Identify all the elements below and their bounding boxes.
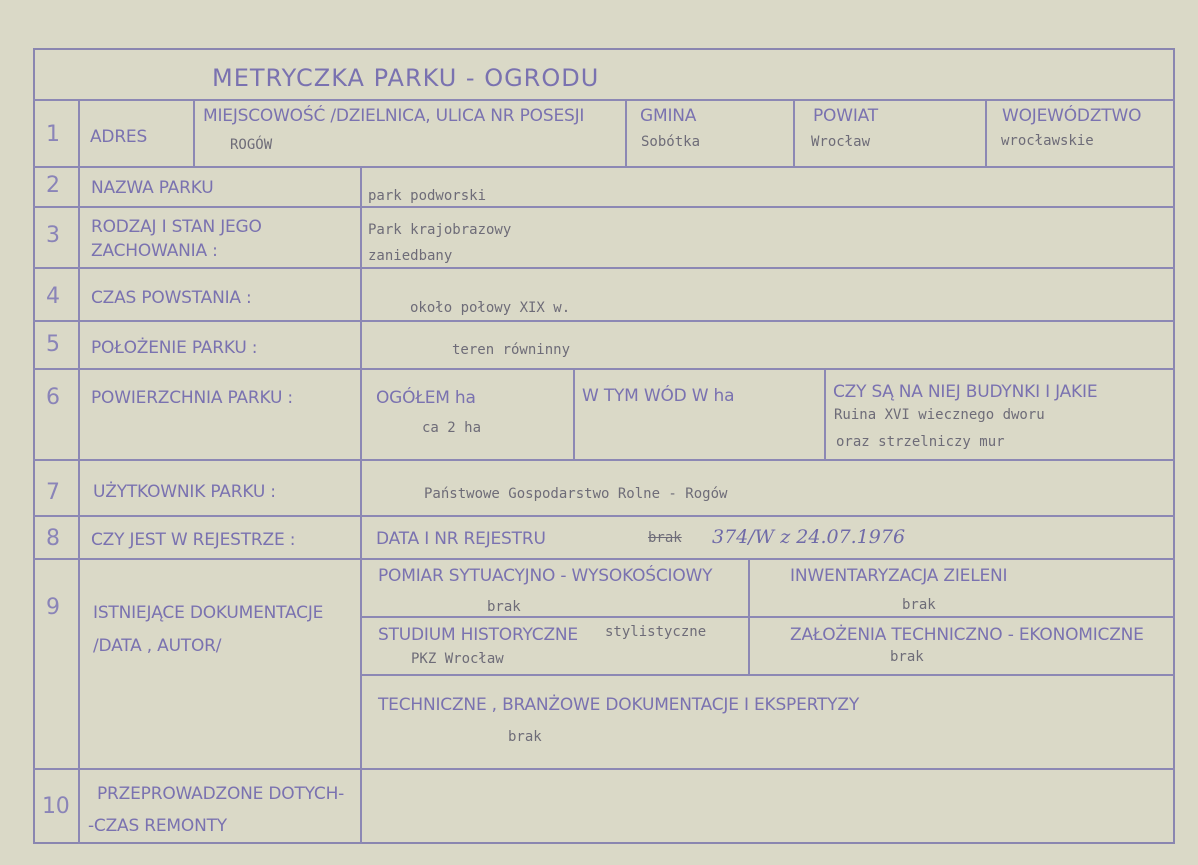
rule [33, 768, 1175, 770]
area-label: POWIERZCHNIA PARKU : [91, 388, 293, 408]
row-number-3: 3 [46, 223, 60, 248]
rule [33, 206, 1175, 208]
rule [625, 99, 627, 166]
buildings-value-line1: Ruina XVI wiecznego dworu [834, 407, 1045, 423]
rule [362, 674, 1175, 676]
rule [985, 99, 987, 166]
row-number-8: 8 [46, 526, 60, 551]
water-area-header: W TYM WÓD W ha [582, 386, 735, 406]
powiat-header: POWIAT [813, 106, 878, 126]
row-number-10: 10 [42, 794, 70, 819]
rule [33, 99, 1175, 101]
gmina-header: GMINA [640, 106, 697, 126]
rule [33, 166, 1175, 168]
area-total-value: ca 2 ha [422, 420, 482, 436]
tech-econ-value: brak [890, 649, 924, 665]
register-header: DATA I NR REJESTRU [376, 529, 546, 549]
row-number-6: 6 [46, 385, 60, 410]
rule [793, 99, 795, 166]
type-value-line2: zaniedbany [368, 248, 453, 264]
tech-econ-header: ZAŁOŻENIA TECHNICZNO - EKONOMICZNE [790, 625, 1144, 645]
rule [33, 267, 1175, 269]
park-name-label: NAZWA PARKU [91, 178, 214, 198]
area-total-header: OGÓŁEM ha [376, 388, 476, 408]
powiat-value: Wrocław [811, 134, 871, 150]
repairs-label-line2: -CZAS REMONTY [88, 816, 227, 836]
gmina-value: Sobótka [641, 134, 701, 150]
owner-value: Państwowe Gospodarstwo Rolne - Rogów [424, 486, 728, 502]
row-number-7: 7 [46, 480, 60, 505]
rule [362, 616, 1175, 618]
history-value: PKZ Wrocław [411, 651, 504, 667]
greenery-header: INWENTARYZACJA ZIELENI [790, 566, 1008, 586]
row-number-9: 9 [46, 595, 60, 620]
origin-value: około połowy XIX w. [410, 300, 571, 316]
rule [824, 368, 826, 459]
owner-label: UŻYTKOWNIK PARKU : [93, 482, 276, 502]
technical-docs-header: TECHNICZNE , BRANŻOWE DOKUMENTACJE I EKSPERTYZY [378, 695, 860, 715]
docs-label-line1: ISTNIEJĄCE DOKUMENTACJE [93, 603, 324, 623]
rule [748, 558, 750, 674]
row-number-5: 5 [46, 332, 60, 357]
row-number-2: 2 [46, 173, 60, 198]
greenery-value: brak [902, 597, 936, 613]
register-label: CZY JEST W REJESTRZE : [91, 530, 296, 550]
form-title: METRYCZKA PARKU - OGRODU [212, 64, 600, 92]
register-handwritten-value: 374/W z 24.07.1976 [712, 526, 906, 548]
wojewodztwo-header: WOJEWÓDZTWO [1002, 106, 1142, 126]
buildings-header: CZY SĄ NA NIEJ BUDYNKI I JAKIE [833, 382, 1098, 402]
rule [78, 99, 80, 844]
address-label: ADRES [90, 127, 148, 147]
buildings-value-line2: oraz strzelniczy mur [836, 434, 1005, 450]
address-value: ROGÓW [230, 137, 273, 153]
park-name-value: park podworski [368, 188, 487, 204]
wojewodztwo-value: wrocławskie [1001, 133, 1094, 149]
rule [193, 99, 195, 166]
address-header: MIEJSCOWOŚĆ /DZIELNICA, ULICA NR POSESJI [203, 106, 585, 126]
type-label-line1: RODZAJ I STAN JEGO [91, 217, 262, 237]
rule [33, 515, 1175, 517]
survey-header: POMIAR SYTUACYJNO - WYSOKOŚCIOWY [378, 566, 713, 586]
survey-value: brak [487, 599, 521, 615]
location-label: POŁOŻENIE PARKU : [91, 338, 258, 358]
rule [33, 320, 1175, 322]
docs-label-line2: /DATA , AUTOR/ [93, 636, 222, 656]
repairs-label-line1: PRZEPROWADZONE DOTYCH- [97, 784, 345, 804]
type-label-line2: ZACHOWANIA : [91, 241, 218, 261]
register-crossed-value: brak [648, 530, 682, 546]
row-number-4: 4 [46, 284, 60, 309]
rule [360, 166, 362, 844]
location-value: teren równinny [452, 342, 571, 358]
row-number-1: 1 [46, 122, 60, 147]
rule [33, 459, 1175, 461]
rule [573, 368, 575, 459]
history-header: STUDIUM HISTORYCZNE [378, 625, 578, 645]
rule [33, 368, 1175, 370]
type-value-line1: Park krajobrazowy [368, 222, 512, 238]
origin-label: CZAS POWSTANIA : [91, 288, 252, 308]
rule [33, 558, 1175, 560]
technical-docs-value: brak [508, 729, 542, 745]
history-suffix: stylistyczne [605, 624, 707, 640]
